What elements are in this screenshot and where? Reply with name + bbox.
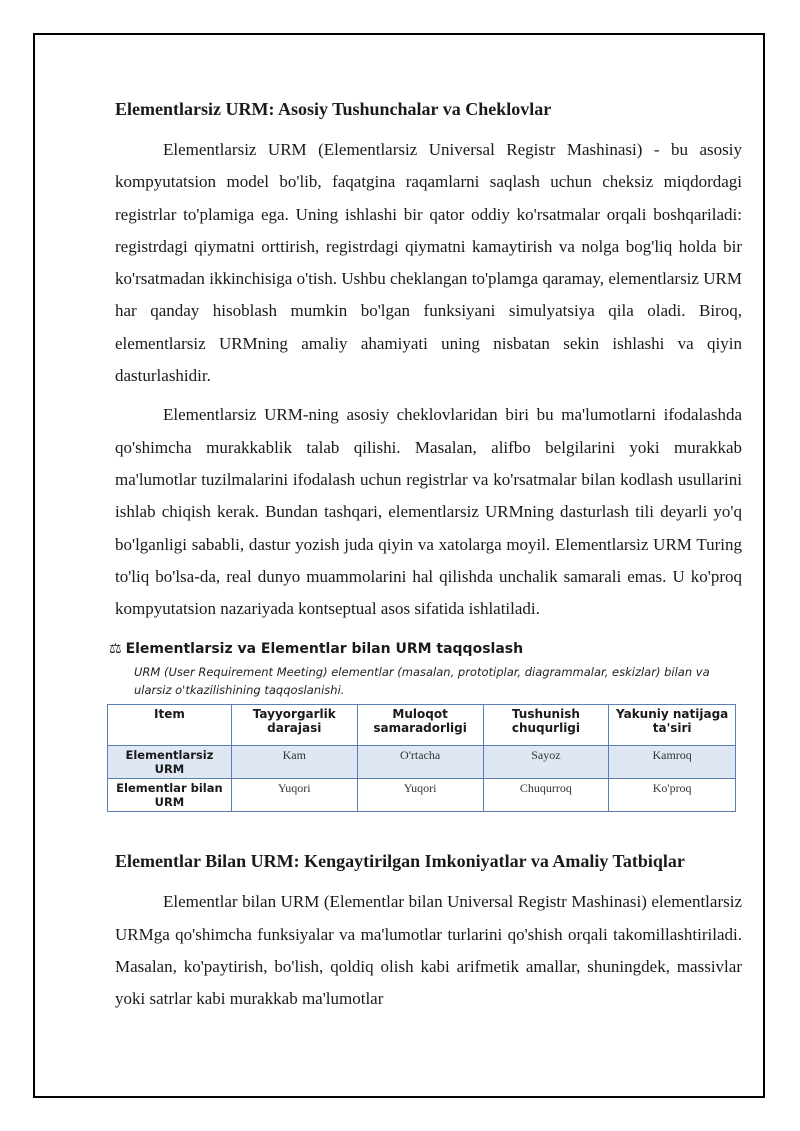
- row-label: Elementlar bilan URM: [108, 779, 232, 812]
- comparison-table: [107, 704, 736, 812]
- table-row: [108, 746, 736, 779]
- paragraph-3: Elementlar bilan URM (Elementlar bilan Universal Registr Mashinasi) elementlarsiz URMga qo'shimcha funksiyalar va ma'lumotlar turlarini qo'shish orqali takomillashtiriladi. Masalan, ko'paytirish, bo'lish, qoldiq olish kabi arifmetik amallar, shuningdek, massivlar yoki satrlar kabi murakkab ma'lumotlar: [115, 892, 742, 1009]
- column-header: Yakuniy natijaga ta'siri: [609, 705, 736, 746]
- paragraph-1: Elementlarsiz URM (Elementlarsiz Universal Registr Mashinasi) - bu asosiy kompyutatsion model bo'lib, faqatgina raqamlarni saqlash uchun cheksiz miqdordagi registrlar to'plamiga ega. Uning ishlashi bir qator oddiy ko'rsatmalar orqali boshqariladi: registrdagi qiymatni orttirish, registrdagi qiymatni kamaytirish va nolga bog'liq holda bir ko'rsatmadan ikkinchisiga o'tish. Ushbu cheklangan to'plamga qaramay, elementlarsiz URM har qanday hisoblash mumkin bo'lgan funksiyani simulyatsiya qila oladi. Biroq, elementlarsiz URMning amaliy ahamiyati uning nisbatan sekin ishlashi va qiyin dasturlashidir.: [115, 140, 742, 386]
- column-header: Muloqot samaradorligi: [357, 705, 483, 746]
- table-cell: Chuqurroq: [483, 779, 609, 812]
- document-content: [109, 96, 742, 1023]
- comparison-title-text: Elementlarsiz va Elementlar bilan URM taqqoslash: [125, 641, 524, 658]
- table-cell: Yuqori: [231, 779, 357, 812]
- table-cell: Kam: [231, 746, 357, 779]
- comparison-caption: URM (User Requirement Meeting) elementlar (masalan, prototiplar, diagrammalar, eskizlar) bilan va ularsiz o'tkazilishining taqqoslanishi.: [134, 665, 710, 698]
- column-header: Tayyorgarlik darajasi: [231, 705, 357, 746]
- table-cell: Yuqori: [357, 779, 483, 812]
- row-label: Elementlarsiz URM: [108, 746, 232, 779]
- column-header: Tushunish chuqurligi: [483, 705, 609, 746]
- table-header-row: [108, 705, 736, 746]
- balance-scale-icon: ⚖: [109, 641, 122, 658]
- section-heading-2: Elementlar Bilan URM: Kengaytirilgan Imkoniyatlar va Amaliy Tatbiqlar: [115, 851, 685, 872]
- table-row: [108, 779, 736, 812]
- section-heading-1: Elementlarsiz URM: Asosiy Tushunchalar va Cheklovlar: [115, 99, 552, 119]
- table-cell: Ko'proq: [609, 779, 736, 812]
- table-cell: O'rtacha: [357, 746, 483, 779]
- comparison-title: [109, 641, 742, 657]
- table-cell: Kamroq: [609, 746, 736, 779]
- paragraph-2: Elementlarsiz URM-ning asosiy cheklovlaridan biri bu ma'lumotlarni ifodalashda qo'shimcha murakkablik talab qilishi. Masalan, alifbo belgilarini yoki murakkab ma'lumotlar tuzilmalarini ifodalash uchun registrlar va ko'rsatmalar bilan kodlash usullarini ishlab chiqish kerak. Bundan tashqari, elementlarsiz URMning dasturlash tili deyarli yo'q bo'lganligi sababli, dastur yozish juda qiyin va xatolarga moyil. Elementlarsiz URM Turing to'liq bo'lsa-da, real dunyo muammolarini hal qilishda unchalik samarali emas. U ko'proq kompyutatsion nazariyada kontseptual asos sifatida ishlatiladi.: [115, 405, 742, 619]
- table-cell: Sayoz: [483, 746, 609, 779]
- column-header: Item: [108, 705, 232, 746]
